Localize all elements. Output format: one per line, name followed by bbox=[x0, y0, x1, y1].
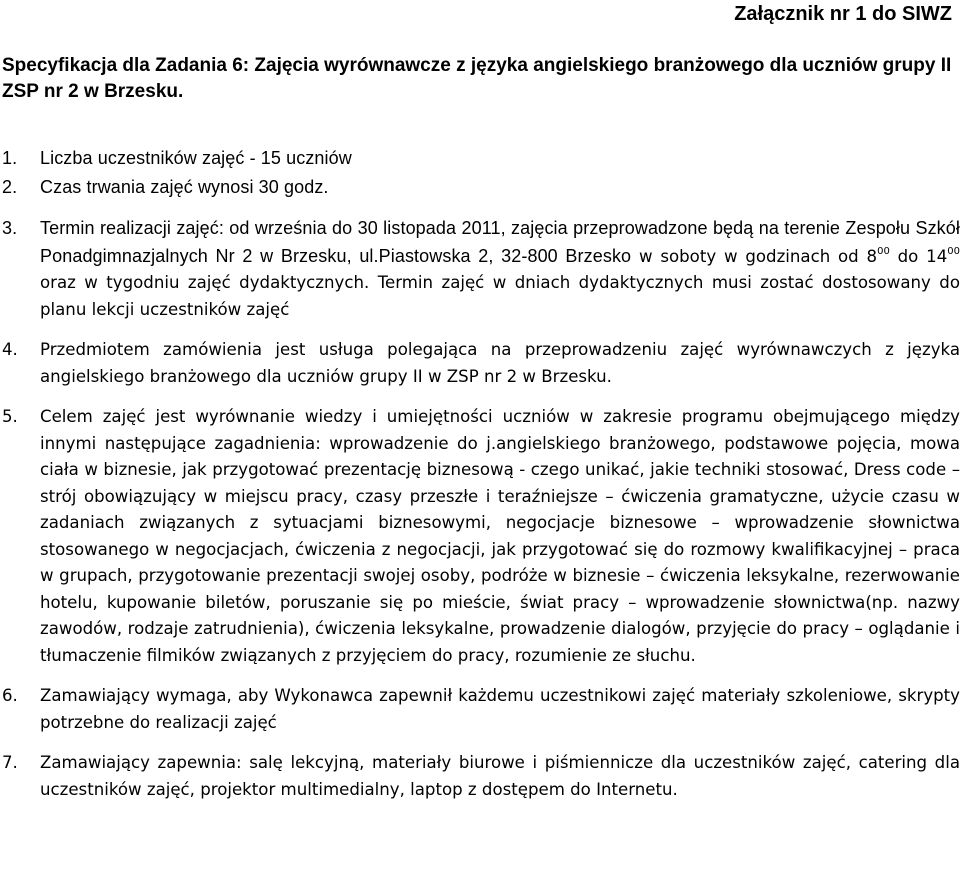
item-text: Zamawiający wymaga, aby Wykonawca zapewnił każdemu uczestnikowi zajęć materiały szkoleniowe, skrypty potrzebne do realizacji zajęć bbox=[40, 686, 960, 732]
annex-label: Załącznik nr 1 do SIWZ bbox=[734, 3, 952, 25]
list-item bbox=[0, 337, 960, 390]
item-text-schedule: oraz w tygodniu zajęć dydaktycznych. Termin zajęć w dniach dydaktycznych musi zostać dostosowany do planu lekcji uczestników zajęć bbox=[40, 273, 960, 319]
item-text: Liczba uczestników zajęć - 15 uczniów bbox=[40, 148, 352, 168]
list-item bbox=[0, 750, 960, 803]
item-number: 5. bbox=[2, 407, 18, 426]
list-item bbox=[0, 404, 960, 669]
item-text: Zamawiający zapewnia: salę lekcyjną, materiały biurowe i piśmiennicze dla uczestników zajęć, catering dla uczestników zajęć, projektor multimedialny, laptop z dostępem do Internetu. bbox=[40, 753, 960, 799]
list-item bbox=[0, 174, 960, 201]
list-item bbox=[0, 145, 960, 172]
item-text: Przedmiotem zamówienia jest usługa polegająca na przeprowadzeniu zajęć wyrównawczych z języka angielskiego branżowego dla uczniów grupy II w ZSP nr 2 w Brzesku. bbox=[40, 340, 960, 386]
item-number: 3. bbox=[2, 218, 18, 238]
time-superscript: 00 bbox=[947, 245, 960, 257]
item-text-schedule: do 14 bbox=[889, 246, 948, 266]
item-text: Czas trwania zajęć wynosi 30 godz. bbox=[40, 176, 329, 197]
item-number: 2. bbox=[2, 176, 18, 197]
item-number: 1. bbox=[2, 148, 18, 168]
item-text: Termin realizacji zajęć: od września do 30 listopada 2011, zajęcia przeprowadzone będą na terenie Zespołu Szkół Ponadgimnazjalnych Nr 2 w Brzesku, ul.Piastowska 2, 32-800 Brzesko bbox=[40, 218, 960, 266]
item-text-schedule: w soboty w godzinach od 8 bbox=[631, 246, 878, 266]
list-item bbox=[0, 215, 960, 323]
item-number: 7. bbox=[2, 753, 18, 772]
time-superscript: 00 bbox=[877, 245, 890, 257]
document-title: Specyfikacja dla Zadania 6: Zajęcia wyrównawcze z języka angielskiego branżowego dla uczniów grupy II ZSP nr 2 w Brzesku. bbox=[2, 55, 952, 102]
specification-list bbox=[0, 145, 960, 803]
item-text: Celem zajęć jest wyrównanie wiedzy i umiejętności uczniów w zakresie programu obejmującego między innymi następujące zagadnienia: wprowadzenie do j.angielskiego branżowego, podstawowe pojęcia, mowa ciała w biznesie, jak przygotować prezentację biznesową - czego unikać, jakie techniki stosować, Dress code – strój obowiązujący w miejscu pracy, czasy przeszłe i teraźniejsze – ćwiczenia gramatyczne, użycie czasu w zadaniach związanych z sytuacjami biznesowymi, negocjacje biznesowe – wprowadzenie słownictwa stosowanego w negocjacjach, ćwiczenia z negocjacji, jak przygotować się do rozmowy kwalifikacyjnej – praca w grupach, przygotowanie prezentacji swojej osoby, podróże w biznesie – ćwiczenia leksykalne, rezerwowanie hotelu, kupowanie biletów, poruszanie się po mieście, świat pracy – wprowadzenie słownictwa(np. nazwy zawodów, rodzaje zatrudnienia), ćwiczenia leksykalne, prowadzenie dialogów, przyjęcie do pracy – oglądanie i tłumaczenie filmików związanych z przyjęciem do pracy, rozumienie ze słuchu. bbox=[40, 407, 960, 665]
item-number: 6. bbox=[2, 686, 18, 705]
list-item bbox=[0, 683, 960, 736]
item-number: 4. bbox=[2, 340, 18, 359]
